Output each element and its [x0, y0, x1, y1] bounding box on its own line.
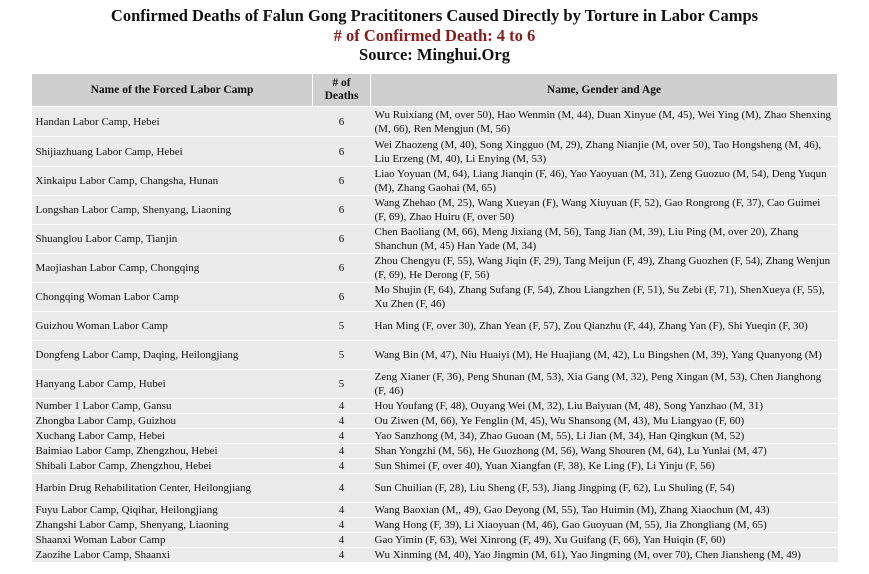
- table-row: [32, 312, 838, 341]
- cell-camp: Zaozihe Labor Camp, Shaanxi: [32, 548, 313, 563]
- cell-deaths: 5: [313, 370, 371, 399]
- cell-deaths: 6: [313, 107, 371, 137]
- page-header: [0, 0, 869, 65]
- table-row: [32, 196, 838, 225]
- cell-deaths: 4: [313, 444, 371, 459]
- cell-camp: Fuyu Labor Camp, Qiqihar, Heilongjiang: [32, 503, 313, 518]
- cell-names: Sun Chuilian (F, 28), Liu Sheng (F, 53), Jiang Jingping (F, 62), Lu Shuling (F, 54): [371, 474, 838, 503]
- cell-names: Wu Ruixiang (M, over 50), Hao Wenmin (M, 44), Duan Xinyue (M, 45), Wei Ying (M), Zhao Shenxing (M, 66), Ren Mengjun (M, 56): [371, 107, 838, 137]
- cell-camp: Number 1 Labor Camp, Gansu: [32, 399, 313, 414]
- cell-names: Sun Shimei (F, over 40), Yuan Xiangfan (F, 38), Ke Ling (F), Li Yinju (F, 56): [371, 459, 838, 474]
- cell-names: Wu Xinming (M, 40), Yao Jingmin (M, 61), Yao Jingming (M, over 70), Chen Jiansheng (M, 49): [371, 548, 838, 563]
- cell-names: Hou Youfang (F, 48), Ouyang Wei (M, 32), Liu Baiyuan (M, 48), Song Yanzhao (M, 31): [371, 399, 838, 414]
- deaths-table: [31, 73, 838, 563]
- cell-names: Zeng Xianer (F, 36), Peng Shunan (M, 53), Xia Gang (M, 32), Peng Xingan (M, 53), Chen Jianghong (F, 46): [371, 370, 838, 399]
- cell-camp: Xinkaipu Labor Camp, Changsha, Hunan: [32, 167, 313, 196]
- cell-camp: Zhangshi Labor Camp, Shenyang, Liaoning: [32, 518, 313, 533]
- cell-deaths: 4: [313, 503, 371, 518]
- cell-deaths: 5: [313, 341, 371, 370]
- cell-camp: Chongqing Woman Labor Camp: [32, 283, 313, 312]
- cell-deaths: 5: [313, 312, 371, 341]
- cell-deaths: 4: [313, 548, 371, 563]
- column-header-camp: Name of the Forced Labor Camp: [32, 74, 313, 107]
- table-row: [32, 444, 838, 459]
- page-title: Confirmed Deaths of Falun Gong Pracititoners Caused Directly by Torture in Labor Camps: [110, 6, 759, 25]
- column-header-deaths: # of Deaths: [313, 74, 371, 107]
- table-row: [32, 225, 838, 254]
- cell-deaths: 4: [313, 533, 371, 548]
- cell-camp: Shaanxi Woman Labor Camp: [32, 533, 313, 548]
- cell-names: Shan Yongzhi (M, 56), He Guozhong (M, 56), Wang Shouren (M, 64), Lu Yunlai (M, 47): [371, 444, 838, 459]
- cell-deaths: 4: [313, 414, 371, 429]
- cell-camp: Shijiazhuang Labor Camp, Hebei: [32, 137, 313, 167]
- cell-camp: Xuchang Labor Camp, Hebei: [32, 429, 313, 444]
- cell-camp: Baimiao Labor Camp, Zhengzhou, Hebei: [32, 444, 313, 459]
- cell-camp: Zhongba Labor Camp, Guizhou: [32, 414, 313, 429]
- cell-names: Ou Ziwen (M, 66), Ye Fenglin (M, 45), Wu Shansong (M, 43), Mu Liangyao (F, 60): [371, 414, 838, 429]
- table-row: [32, 518, 838, 533]
- table-row: [32, 503, 838, 518]
- cell-deaths: 4: [313, 474, 371, 503]
- cell-deaths: 4: [313, 399, 371, 414]
- cell-names: Wang Zhehao (M, 25), Wang Xueyan (F), Wang Xiuyuan (F, 52), Gao Rongrong (F, 37), Cao Guimei (F, 69), Zhao Huiru (F, over 50): [371, 196, 838, 225]
- cell-camp: Dongfeng Labor Camp, Daqing, Heilongjiang: [32, 341, 313, 370]
- cell-camp: Maojiashan Labor Camp, Chongqing: [32, 254, 313, 283]
- table-row: [32, 283, 838, 312]
- table-row: [32, 548, 838, 563]
- table-row: [32, 370, 838, 399]
- cell-deaths: 4: [313, 459, 371, 474]
- cell-names: Wei Zhaozeng (M, 40), Song Xingguo (M, 29), Zhang Nianjie (M, over 50), Tao Hongsheng (M, 46), Liu Erzeng (M, 40), Li Enying (M, 53): [371, 137, 838, 167]
- cell-names: Zhou Chengyu (F, 55), Wang Jiqin (F, 29), Tang Meijun (F, 49), Zhang Guozhen (F, 54), Zhang Wenjun (F, 69), He Derong (F, 56): [371, 254, 838, 283]
- cell-camp: Handan Labor Camp, Hebei: [32, 107, 313, 137]
- cell-camp: Longshan Labor Camp, Shenyang, Liaoning: [32, 196, 313, 225]
- cell-deaths: 6: [313, 225, 371, 254]
- table-header-row: [32, 74, 838, 107]
- table-row: [32, 414, 838, 429]
- cell-names: Han Ming (F, over 30), Zhan Yean (F, 57), Zou Qianzhu (F, 44), Zhang Yan (F), Shi Yueqin (F, 30): [371, 312, 838, 341]
- table-row: [32, 533, 838, 548]
- cell-deaths: 6: [313, 167, 371, 196]
- cell-names: Wang Bin (M, 47), Niu Huaiyi (M), He Huajiang (M, 42), Lu Bingshen (M, 39), Yang Quanyong (M): [371, 341, 838, 370]
- table-row: [32, 107, 838, 137]
- cell-names: Wang Hong (F, 39), Li Xiaoyuan (M, 46), Gao Guoyuan (M, 55), Jia Zhongliang (M, 65): [371, 518, 838, 533]
- table-row: [32, 459, 838, 474]
- cell-deaths: 4: [313, 429, 371, 444]
- cell-camp: Harbin Drug Rehabilitation Center, Heilongjiang: [32, 474, 313, 503]
- cell-camp: Shuanglou Labor Camp, Tianjin: [32, 225, 313, 254]
- table-row: [32, 474, 838, 503]
- cell-names: Gao Yimin (F, 63), Wei Xinrong (F, 49), Xu Guifang (F, 66), Yan Huiqin (F, 60): [371, 533, 838, 548]
- cell-deaths: 6: [313, 196, 371, 225]
- table-row: [32, 167, 838, 196]
- cell-deaths: 6: [313, 254, 371, 283]
- table-body: [32, 107, 838, 563]
- table-row: [32, 254, 838, 283]
- table-row: [32, 399, 838, 414]
- table-row: [32, 429, 838, 444]
- table-row: [32, 341, 838, 370]
- cell-names: Liao Yoyuan (M, 64), Liang Jianqin (F, 46), Yao Yaoyuan (M, 31), Zeng Guozuo (M, 54), Deng Yuqun (M), Zhang Gaohai (M, 65): [371, 167, 838, 196]
- cell-names: Chen Baoliang (M, 66), Meng Jixiang (M, 56), Tang Jian (M, 39), Liu Ping (M, over 20), Zhang Shanchun (M, 45) Han Yade (M, 34): [371, 225, 838, 254]
- column-header-names: Name, Gender and Age: [371, 74, 838, 107]
- cell-camp: Shibali Labor Camp, Zhengzhou, Hebei: [32, 459, 313, 474]
- cell-camp: Guizhou Woman Labor Camp: [32, 312, 313, 341]
- cell-deaths: 6: [313, 283, 371, 312]
- source-line: Source: Minghui.Org: [359, 45, 510, 64]
- cell-names: Wang Baoxian (M,, 49), Gao Deyong (M, 55), Tao Huimin (M), Zhang Xiaochun (M, 43): [371, 503, 838, 518]
- cell-names: Yao Sanzhong (M, 34), Zhao Guoan (M, 55), Li Jian (M, 34), Han Qingkun (M, 52): [371, 429, 838, 444]
- cell-deaths: 6: [313, 137, 371, 167]
- table-row: [32, 137, 838, 167]
- cell-camp: Hanyang Labor Camp, Hubei: [32, 370, 313, 399]
- cell-deaths: 4: [313, 518, 371, 533]
- page-subtitle: # of Confirmed Death: 4 to 6: [333, 26, 536, 45]
- cell-names: Mo Shujin (F, 64), Zhang Sufang (F, 54), Zhou Liangzhen (F, 51), Su Zebi (F, 71), ShenXueya (F, 55), Xu Zhen (F, 46): [371, 283, 838, 312]
